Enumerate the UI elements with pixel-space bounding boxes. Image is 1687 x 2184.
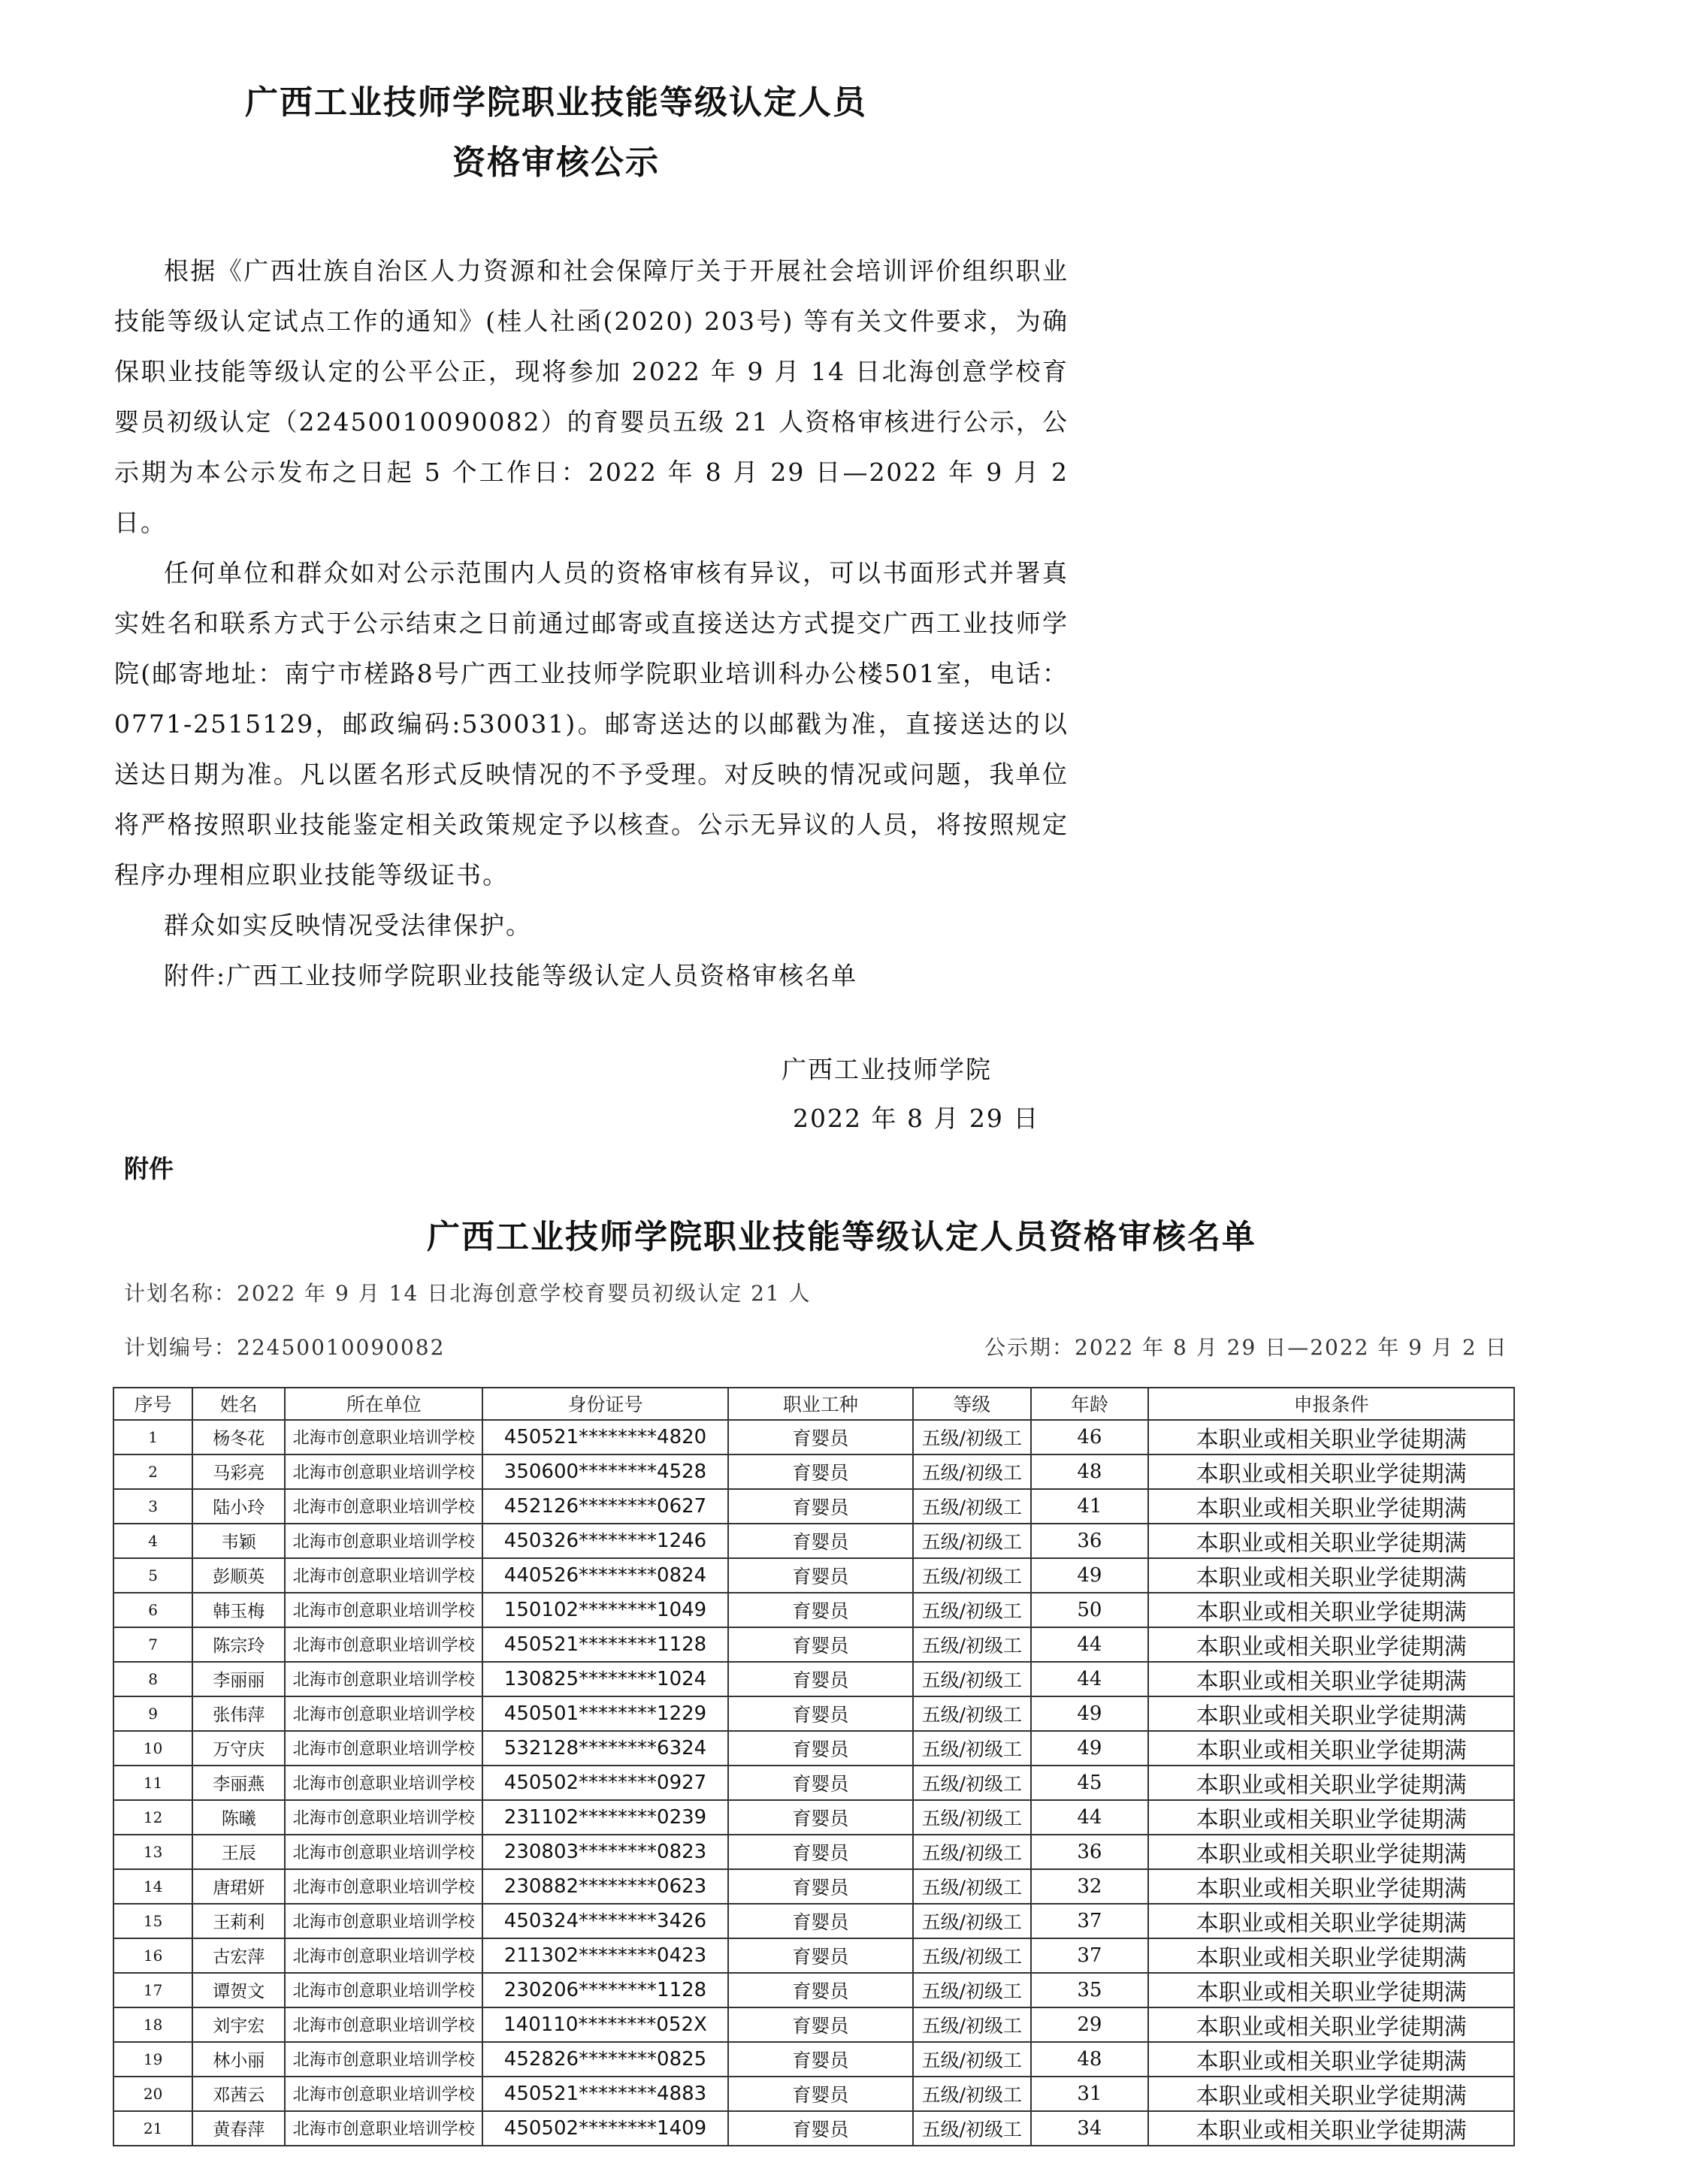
- row-unit: 北海市创意职业培训学校: [285, 1731, 482, 1766]
- row-name: 张伟萍: [192, 1696, 285, 1731]
- header-index: 序号: [113, 1388, 192, 1420]
- row-unit: 北海市创意职业培训学校: [285, 1835, 482, 1869]
- row-level: 五级/初级工: [913, 1593, 1031, 1627]
- row-level: 五级/初级工: [913, 1558, 1031, 1593]
- row-unit: 北海市创意职业培训学校: [285, 1904, 482, 1938]
- row-age: 49: [1031, 1558, 1149, 1593]
- row-index: 20: [113, 2077, 192, 2111]
- row-name: 唐珺妍: [192, 1869, 285, 1904]
- row-level: 五级/初级工: [913, 2007, 1031, 2042]
- row-index: 8: [113, 1662, 192, 1696]
- table-row: [113, 2077, 1514, 2111]
- row-condition: 本职业或相关职业学徒期满: [1148, 2007, 1514, 2042]
- row-index: 14: [113, 1869, 192, 1904]
- row-condition: 本职业或相关职业学徒期满: [1148, 1731, 1514, 1766]
- table-row: [113, 2111, 1514, 2146]
- row-occupation: 育婴员: [728, 1696, 913, 1731]
- header-level: 等级: [913, 1388, 1031, 1420]
- row-level: 五级/初级工: [913, 1524, 1031, 1558]
- table-row: [113, 1835, 1514, 1869]
- header-age: 年龄: [1031, 1388, 1149, 1420]
- row-age: 35: [1031, 1973, 1149, 2007]
- row-id-number: 452826********0825: [482, 2042, 728, 2077]
- row-unit: 北海市创意职业培训学校: [285, 1524, 482, 1558]
- row-occupation: 育婴员: [728, 1454, 913, 1489]
- table-row: [113, 1904, 1514, 1938]
- row-index: 9: [113, 1696, 192, 1731]
- row-id-number: 450324********3426: [482, 1904, 728, 1938]
- row-level: 五级/初级工: [913, 1800, 1031, 1835]
- row-condition: 本职业或相关职业学徒期满: [1148, 1696, 1514, 1731]
- signature-organization: 广西工业技师学院: [782, 1055, 992, 1084]
- table-row: [113, 1869, 1514, 1904]
- table-row: [113, 1454, 1514, 1489]
- row-age: 48: [1031, 1454, 1149, 1489]
- table-row: [113, 1420, 1514, 1454]
- notice-title-line2: 资格审核公示: [452, 143, 660, 182]
- notice-paragraph: 群众如实反映情况受法律保护。: [164, 911, 532, 940]
- table-row: [113, 1731, 1514, 1766]
- row-index: 21: [113, 2111, 192, 2146]
- row-occupation: 育婴员: [728, 1835, 913, 1869]
- table-row: [113, 1696, 1514, 1731]
- table-row: [113, 1800, 1514, 1835]
- row-index: 16: [113, 1938, 192, 1973]
- roster-body: [113, 1420, 1514, 2146]
- row-unit: 北海市创意职业培训学校: [285, 1696, 482, 1731]
- row-condition: 本职业或相关职业学徒期满: [1148, 1835, 1514, 1869]
- row-name: 李丽燕: [192, 1766, 285, 1800]
- table-row: [113, 1766, 1514, 1800]
- row-unit: 北海市创意职业培训学校: [285, 1800, 482, 1835]
- row-age: 49: [1031, 1696, 1149, 1731]
- row-occupation: 育婴员: [728, 1904, 913, 1938]
- row-index: 11: [113, 1766, 192, 1800]
- row-id-number: 450521********1128: [482, 1627, 728, 1662]
- row-id-number: 450502********1409: [482, 2111, 728, 2146]
- row-condition: 本职业或相关职业学徒期满: [1148, 1524, 1514, 1558]
- row-age: 36: [1031, 1524, 1149, 1558]
- row-name: 王莉利: [192, 1904, 285, 1938]
- table-row: [113, 1938, 1514, 1973]
- row-index: 2: [113, 1454, 192, 1489]
- row-age: 44: [1031, 1800, 1149, 1835]
- row-condition: 本职业或相关职业学徒期满: [1148, 1973, 1514, 2007]
- row-unit: 北海市创意职业培训学校: [285, 1662, 482, 1696]
- header-occupation: 职业工种: [728, 1388, 913, 1420]
- row-id-number: 452126********0627: [482, 1489, 728, 1524]
- row-id-number: 450521********4883: [482, 2077, 728, 2111]
- row-unit: 北海市创意职业培训学校: [285, 1973, 482, 2007]
- row-occupation: 育婴员: [728, 1766, 913, 1800]
- row-name: 陈宗玲: [192, 1627, 285, 1662]
- row-age: 34: [1031, 2111, 1149, 2146]
- row-age: 37: [1031, 1904, 1149, 1938]
- row-age: 29: [1031, 2007, 1149, 2042]
- row-name: 万守庆: [192, 1731, 285, 1766]
- row-occupation: 育婴员: [728, 1800, 913, 1835]
- row-condition: 本职业或相关职业学徒期满: [1148, 1662, 1514, 1696]
- row-id-number: 532128********6324: [482, 1731, 728, 1766]
- row-age: 32: [1031, 1869, 1149, 1904]
- row-occupation: 育婴员: [728, 1869, 913, 1904]
- row-unit: 北海市创意职业培训学校: [285, 1766, 482, 1800]
- row-name: 李丽丽: [192, 1662, 285, 1696]
- header-id-number: 身份证号: [482, 1388, 728, 1420]
- table-row: [113, 1973, 1514, 2007]
- row-level: 五级/初级工: [913, 2111, 1031, 2146]
- row-level: 五级/初级工: [913, 1938, 1031, 1973]
- row-unit: 北海市创意职业培训学校: [285, 1558, 482, 1593]
- row-occupation: 育婴员: [728, 1973, 913, 2007]
- row-age: 41: [1031, 1489, 1149, 1524]
- row-occupation: 育婴员: [728, 2077, 913, 2111]
- row-occupation: 育婴员: [728, 2042, 913, 2077]
- row-unit: 北海市创意职业培训学校: [285, 2077, 482, 2111]
- roster-table: [113, 1387, 1515, 2146]
- row-occupation: 育婴员: [728, 1627, 913, 1662]
- row-unit: 北海市创意职业培训学校: [285, 2007, 482, 2042]
- row-index: 10: [113, 1731, 192, 1766]
- row-name: 林小丽: [192, 2042, 285, 2077]
- notice-paragraph: 根据《广西壮族自治区人力资源和社会保障厅关于开展社会培训评价组织职业技能等级认定试点工作的通知》(桂人社函(2020) 203号) 等有关文件要求，为确保职业技能等级认定的公平公正，现将参加 2022 年 9 月 14 日北海创意学校育婴员初级认定（22450010090082）的育婴员五级 21 人资格审核进行公示，公示期为本公示发布之日起 5 个工作日：2022 年 8 月 29 日—2022 年 9 月 2 日。: [114, 256, 1069, 537]
- row-id-number: 450521********4820: [482, 1420, 728, 1454]
- row-age: 45: [1031, 1766, 1149, 1800]
- row-level: 五级/初级工: [913, 2077, 1031, 2111]
- row-id-number: 450326********1246: [482, 1524, 728, 1558]
- table-row: [113, 1489, 1514, 1524]
- row-level: 五级/初级工: [913, 1696, 1031, 1731]
- row-age: 31: [1031, 2077, 1149, 2111]
- row-level: 五级/初级工: [913, 1835, 1031, 1869]
- row-name: 陈曦: [192, 1800, 285, 1835]
- row-id-number: 230803********0823: [482, 1835, 728, 1869]
- row-occupation: 育婴员: [728, 1524, 913, 1558]
- notice-title-line1: 广西工业技师学院职业技能等级认定人员: [245, 83, 867, 122]
- row-id-number: 231102********0239: [482, 1800, 728, 1835]
- row-unit: 北海市创意职业培训学校: [285, 2042, 482, 2077]
- row-age: 44: [1031, 1627, 1149, 1662]
- row-index: 12: [113, 1800, 192, 1835]
- row-condition: 本职业或相关职业学徒期满: [1148, 2042, 1514, 2077]
- row-condition: 本职业或相关职业学徒期满: [1148, 1766, 1514, 1800]
- header-unit: 所在单位: [285, 1388, 482, 1420]
- plan-number: 计划编号：22450010090082: [124, 1335, 446, 1360]
- row-index: 4: [113, 1524, 192, 1558]
- row-condition: 本职业或相关职业学徒期满: [1148, 1800, 1514, 1835]
- row-condition: 本职业或相关职业学徒期满: [1148, 1938, 1514, 1973]
- row-index: 19: [113, 2042, 192, 2077]
- row-age: 37: [1031, 1938, 1149, 1973]
- row-level: 五级/初级工: [913, 1869, 1031, 1904]
- plan-name: 计划名称：2022 年 9 月 14 日北海创意学校育婴员初级认定 21 人: [124, 1281, 812, 1306]
- row-occupation: 育婴员: [728, 1593, 913, 1627]
- row-index: 18: [113, 2007, 192, 2042]
- row-occupation: 育婴员: [728, 1938, 913, 1973]
- row-condition: 本职业或相关职业学徒期满: [1148, 2111, 1514, 2146]
- row-occupation: 育婴员: [728, 1420, 913, 1454]
- row-unit: 北海市创意职业培训学校: [285, 1938, 482, 1973]
- row-age: 44: [1031, 1662, 1149, 1696]
- table-header-row: [113, 1388, 1514, 1420]
- row-unit: 北海市创意职业培训学校: [285, 1454, 482, 1489]
- row-level: 五级/初级工: [913, 1731, 1031, 1766]
- row-occupation: 育婴员: [728, 1662, 913, 1696]
- row-name: 古宏萍: [192, 1938, 285, 1973]
- table-row: [113, 1593, 1514, 1627]
- row-level: 五级/初级工: [913, 1766, 1031, 1800]
- row-id-number: 140110********052X: [482, 2007, 728, 2042]
- row-name: 彭顺英: [192, 1558, 285, 1593]
- row-unit: 北海市创意职业培训学校: [285, 1489, 482, 1524]
- row-id-number: 450501********1229: [482, 1696, 728, 1731]
- row-index: 3: [113, 1489, 192, 1524]
- row-condition: 本职业或相关职业学徒期满: [1148, 1489, 1514, 1524]
- row-level: 五级/初级工: [913, 1662, 1031, 1696]
- row-occupation: 育婴员: [728, 1558, 913, 1593]
- row-age: 48: [1031, 2042, 1149, 2077]
- row-age: 46: [1031, 1420, 1149, 1454]
- row-index: 7: [113, 1627, 192, 1662]
- row-occupation: 育婴员: [728, 2111, 913, 2146]
- row-condition: 本职业或相关职业学徒期满: [1148, 1869, 1514, 1904]
- row-unit: 北海市创意职业培训学校: [285, 2111, 482, 2146]
- row-name: 刘宇宏: [192, 2007, 285, 2042]
- row-name: 黄春萍: [192, 2111, 285, 2146]
- row-condition: 本职业或相关职业学徒期满: [1148, 1454, 1514, 1489]
- row-unit: 北海市创意职业培训学校: [285, 1869, 482, 1904]
- row-condition: 本职业或相关职业学徒期满: [1148, 1593, 1514, 1627]
- table-row: [113, 1524, 1514, 1558]
- row-name: 陆小玲: [192, 1489, 285, 1524]
- row-condition: 本职业或相关职业学徒期满: [1148, 1627, 1514, 1662]
- row-level: 五级/初级工: [913, 2042, 1031, 2077]
- row-level: 五级/初级工: [913, 1454, 1031, 1489]
- row-id-number: 230206********1128: [482, 1973, 728, 2007]
- table-row: [113, 2007, 1514, 2042]
- row-index: 13: [113, 1835, 192, 1869]
- row-age: 49: [1031, 1731, 1149, 1766]
- row-index: 15: [113, 1904, 192, 1938]
- row-condition: 本职业或相关职业学徒期满: [1148, 1904, 1514, 1938]
- table-row: [113, 1627, 1514, 1662]
- row-occupation: 育婴员: [728, 1489, 913, 1524]
- row-index: 1: [113, 1420, 192, 1454]
- row-id-number: 440526********0824: [482, 1558, 728, 1593]
- notice-body: [114, 246, 1069, 1001]
- row-level: 五级/初级工: [913, 1904, 1031, 1938]
- row-unit: 北海市创意职业培训学校: [285, 1593, 482, 1627]
- row-level: 五级/初级工: [913, 1627, 1031, 1662]
- row-occupation: 育婴员: [728, 2007, 913, 2042]
- notice-paragraph: 附件:广西工业技师学院职业技能等级认定人员资格审核名单: [164, 961, 858, 990]
- row-index: 6: [113, 1593, 192, 1627]
- table-row: [113, 1558, 1514, 1593]
- row-unit: 北海市创意职业培训学校: [285, 1420, 482, 1454]
- row-index: 17: [113, 1973, 192, 2007]
- table-row: [113, 1662, 1514, 1696]
- row-id-number: 350600********4528: [482, 1454, 728, 1489]
- attachment-title: 广西工业技师学院职业技能等级认定人员资格审核名单: [427, 1218, 1256, 1256]
- row-name: 马彩亮: [192, 1454, 285, 1489]
- row-name: 韦颖: [192, 1524, 285, 1558]
- signature-date: 2022 年 8 月 29 日: [793, 1104, 1040, 1133]
- row-age: 36: [1031, 1835, 1149, 1869]
- header-name: 姓名: [192, 1388, 285, 1420]
- row-name: 韩玉梅: [192, 1593, 285, 1627]
- row-age: 50: [1031, 1593, 1149, 1627]
- row-id-number: 450502********0927: [482, 1766, 728, 1800]
- row-condition: 本职业或相关职业学徒期满: [1148, 1420, 1514, 1454]
- row-occupation: 育婴员: [728, 1731, 913, 1766]
- row-index: 5: [113, 1558, 192, 1593]
- row-name: 邓茜云: [192, 2077, 285, 2111]
- row-id-number: 211302********0423: [482, 1938, 728, 1973]
- row-level: 五级/初级工: [913, 1420, 1031, 1454]
- row-id-number: 230882********0623: [482, 1869, 728, 1904]
- row-name: 谭贺文: [192, 1973, 285, 2007]
- row-id-number: 150102********1049: [482, 1593, 728, 1627]
- row-condition: 本职业或相关职业学徒期满: [1148, 2077, 1514, 2111]
- row-name: 杨冬花: [192, 1420, 285, 1454]
- row-id-number: 130825********1024: [482, 1662, 728, 1696]
- header-condition: 申报条件: [1148, 1388, 1514, 1420]
- publicity-period: 公示期：2022 年 8 月 29 日—2022 年 9 月 2 日: [984, 1335, 1508, 1360]
- row-level: 五级/初级工: [913, 1489, 1031, 1524]
- row-name: 王辰: [192, 1835, 285, 1869]
- row-unit: 北海市创意职业培训学校: [285, 1627, 482, 1662]
- table-row: [113, 2042, 1514, 2077]
- attachment-label: 附件: [124, 1154, 174, 1183]
- row-condition: 本职业或相关职业学徒期满: [1148, 1558, 1514, 1593]
- row-level: 五级/初级工: [913, 1973, 1031, 2007]
- notice-paragraph: 任何单位和群众如对公示范围内人员的资格审核有异议，可以书面形式并署真实姓名和联系方式于公示结束之日前通过邮寄或直接送达方式提交广西工业技师学院(邮寄地址：南宁市槎路8号广西工业技师学院职业培训科办公楼501室，电话：0771-2515129，邮政编码:530031)。邮寄送达的以邮戳为准，直接送达的以送达日期为准。凡以匿名形式反映情况的不予受理。对反映的情况或问题，我单位将严格按照职业技能鉴定相关政策规定予以核查。公示无异议的人员，将按照规定程序办理相应职业技能等级证书。: [114, 558, 1069, 890]
